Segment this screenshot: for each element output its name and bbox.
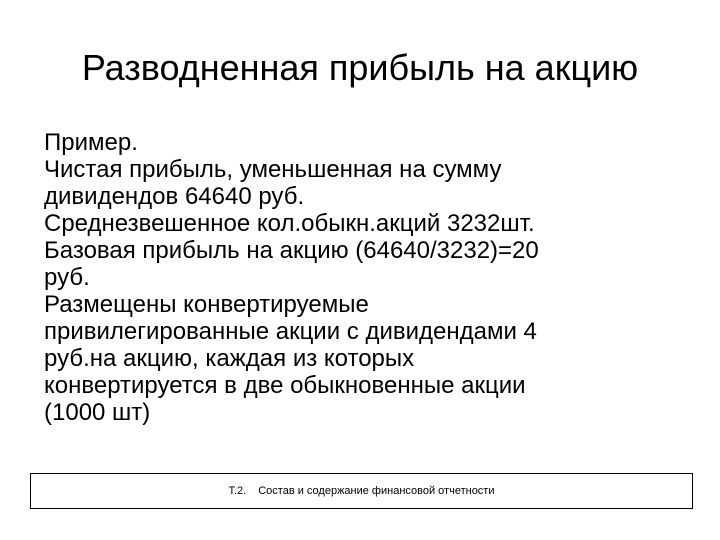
text-line: Чистая прибыль, уменьшенная на сумму (44, 156, 502, 183)
text-line: Базовая прибыль на акцию (64640/3232)=20 (44, 237, 539, 264)
paragraph-net-profit (44, 156, 704, 210)
text-line: (1000 шт) (44, 399, 151, 426)
text-line: привилегированные акции с дивидендами 4 (44, 318, 537, 345)
text-line: конвертируется в две обыкновенные акции (44, 372, 526, 399)
slide-body (44, 129, 704, 426)
slide-title: Разводненная прибыль на акцию (81, 47, 639, 88)
footer-section-title: Состав и содержание финансовой отчетности (258, 485, 495, 497)
paragraph-convertible-preferred (44, 291, 704, 426)
paragraph-weighted-shares (44, 210, 704, 237)
paragraph-basic-eps (44, 237, 704, 291)
text-line: руб.на акцию, каждая из которых (44, 345, 415, 372)
slide-footer (30, 473, 693, 509)
paragraph-example (44, 129, 704, 156)
footer-section-number: Т.2. (228, 485, 247, 497)
text-line: Размещены конвертируемые (44, 291, 369, 318)
text-line: Среднезвешенное кол.обыкн.акций 3232шт. (44, 210, 535, 237)
footer-text (228, 485, 494, 497)
text-line: Пример. (44, 129, 138, 156)
text-line: дивидендов 64640 руб. (44, 183, 305, 210)
text-line: руб. (44, 264, 90, 291)
